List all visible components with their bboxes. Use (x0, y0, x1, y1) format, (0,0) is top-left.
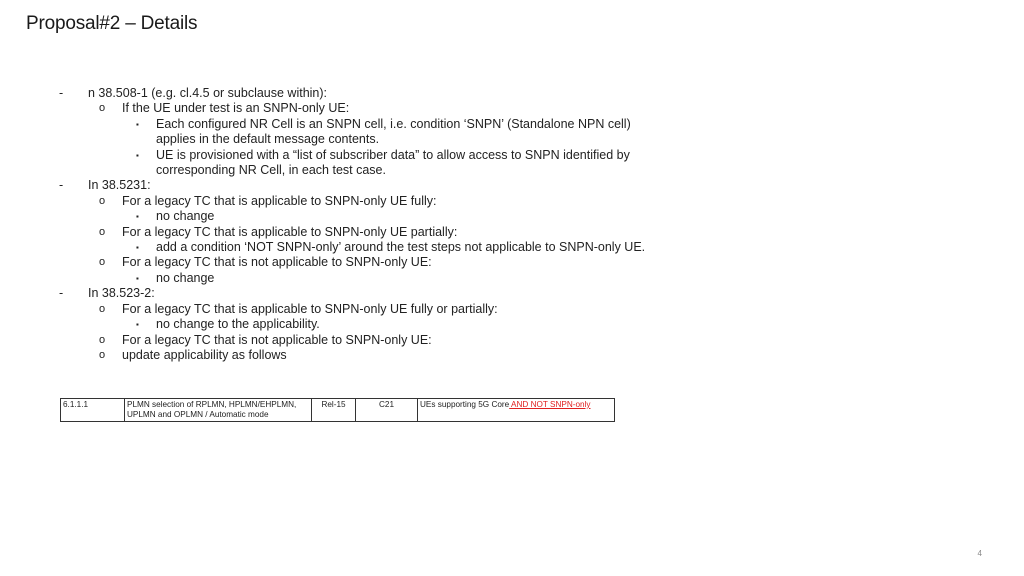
list-item (57, 101, 657, 116)
list-item-text: In 38.523-2: (88, 286, 155, 301)
list-item-text: no change (156, 209, 215, 224)
list-item-text: update applicability as follows (122, 347, 287, 362)
list-item (57, 286, 657, 301)
applicability-cell (418, 399, 615, 422)
list-item-text: For a legacy TC that is not applicable to SNPN-only UE: (122, 255, 432, 270)
table-row (61, 399, 615, 422)
list-item (57, 225, 657, 240)
clause-cell: 6.1.1.1 (61, 399, 125, 422)
list-item-text: For a legacy TC that is applicable to SNPN-only UE fully: (122, 193, 437, 208)
list-item-text: For a legacy TC that is applicable to SNPN-only UE partially: (122, 224, 458, 239)
list-item (57, 178, 657, 193)
condition-cell: C21 (356, 399, 418, 422)
dash-bullet: - (59, 286, 64, 301)
list-item (57, 302, 657, 317)
list-item (57, 348, 657, 363)
list-item-text: no change (156, 270, 215, 285)
list-item (57, 148, 657, 179)
slide-title: Proposal#2 – Details (26, 13, 198, 34)
applicability-table (60, 398, 615, 422)
list-item (57, 86, 657, 101)
list-item (57, 240, 657, 255)
list-item-text: For a legacy TC that is not applicable to SNPN-only UE: (122, 332, 432, 347)
list-item (57, 117, 657, 148)
list-item (57, 255, 657, 270)
circle-bullet: o (99, 333, 106, 346)
list-item (57, 194, 657, 209)
circle-bullet: o (99, 194, 106, 207)
dash-bullet: - (59, 178, 64, 193)
list-item-text: Each configured NR Cell is an SNPN cell, i.e. condition ‘SNPN’ (Standalone NPN cell) applies in the default message contents. (156, 116, 631, 147)
list-item (57, 209, 657, 224)
circle-bullet: o (99, 348, 106, 361)
list-item (57, 333, 657, 348)
square-bullet: ▪ (136, 320, 139, 330)
circle-bullet: o (99, 302, 106, 315)
list-item-text: n 38.508-1 (e.g. cl.4.5 or subclause within): (88, 86, 328, 100)
bullet-list (57, 86, 657, 363)
added-condition-text: AND NOT SNPN-only (509, 400, 591, 409)
page-number: 4 (977, 549, 982, 558)
square-bullet: ▪ (136, 243, 139, 253)
list-item-text: add a condition ‘NOT SNPN-only’ around the test steps not applicable to SNPN-only UE. (156, 240, 646, 255)
list-item-text: For a legacy TC that is applicable to SNPN-only UE fully or partially: (122, 301, 498, 316)
dash-bullet: - (59, 86, 64, 100)
list-item (57, 271, 657, 286)
release-cell: Rel-15 (312, 399, 356, 422)
list-item-text: no change to the applicability. (156, 317, 320, 332)
test-case-title-cell: PLMN selection of RPLMN, HPLMN/EHPLMN, UPLMN and OPLMN / Automatic mode (125, 399, 312, 422)
list-item-text: If the UE under test is an SNPN-only UE: (122, 101, 350, 116)
square-bullet: ▪ (136, 212, 139, 222)
circle-bullet: o (99, 225, 106, 238)
list-item (57, 317, 657, 332)
circle-bullet: o (99, 256, 106, 269)
list-item-text: In 38.5231: (88, 178, 151, 193)
square-bullet: ▪ (136, 119, 139, 129)
square-bullet: ▪ (136, 150, 139, 160)
applicability-text: UEs supporting 5G Core (420, 400, 510, 409)
list-item-text: UE is provisioned with a “list of subscriber data” to allow access to SNPN identified by corresponding NR Cell, in each test case. (156, 147, 630, 178)
square-bullet: ▪ (136, 273, 139, 283)
circle-bullet: o (99, 102, 106, 115)
